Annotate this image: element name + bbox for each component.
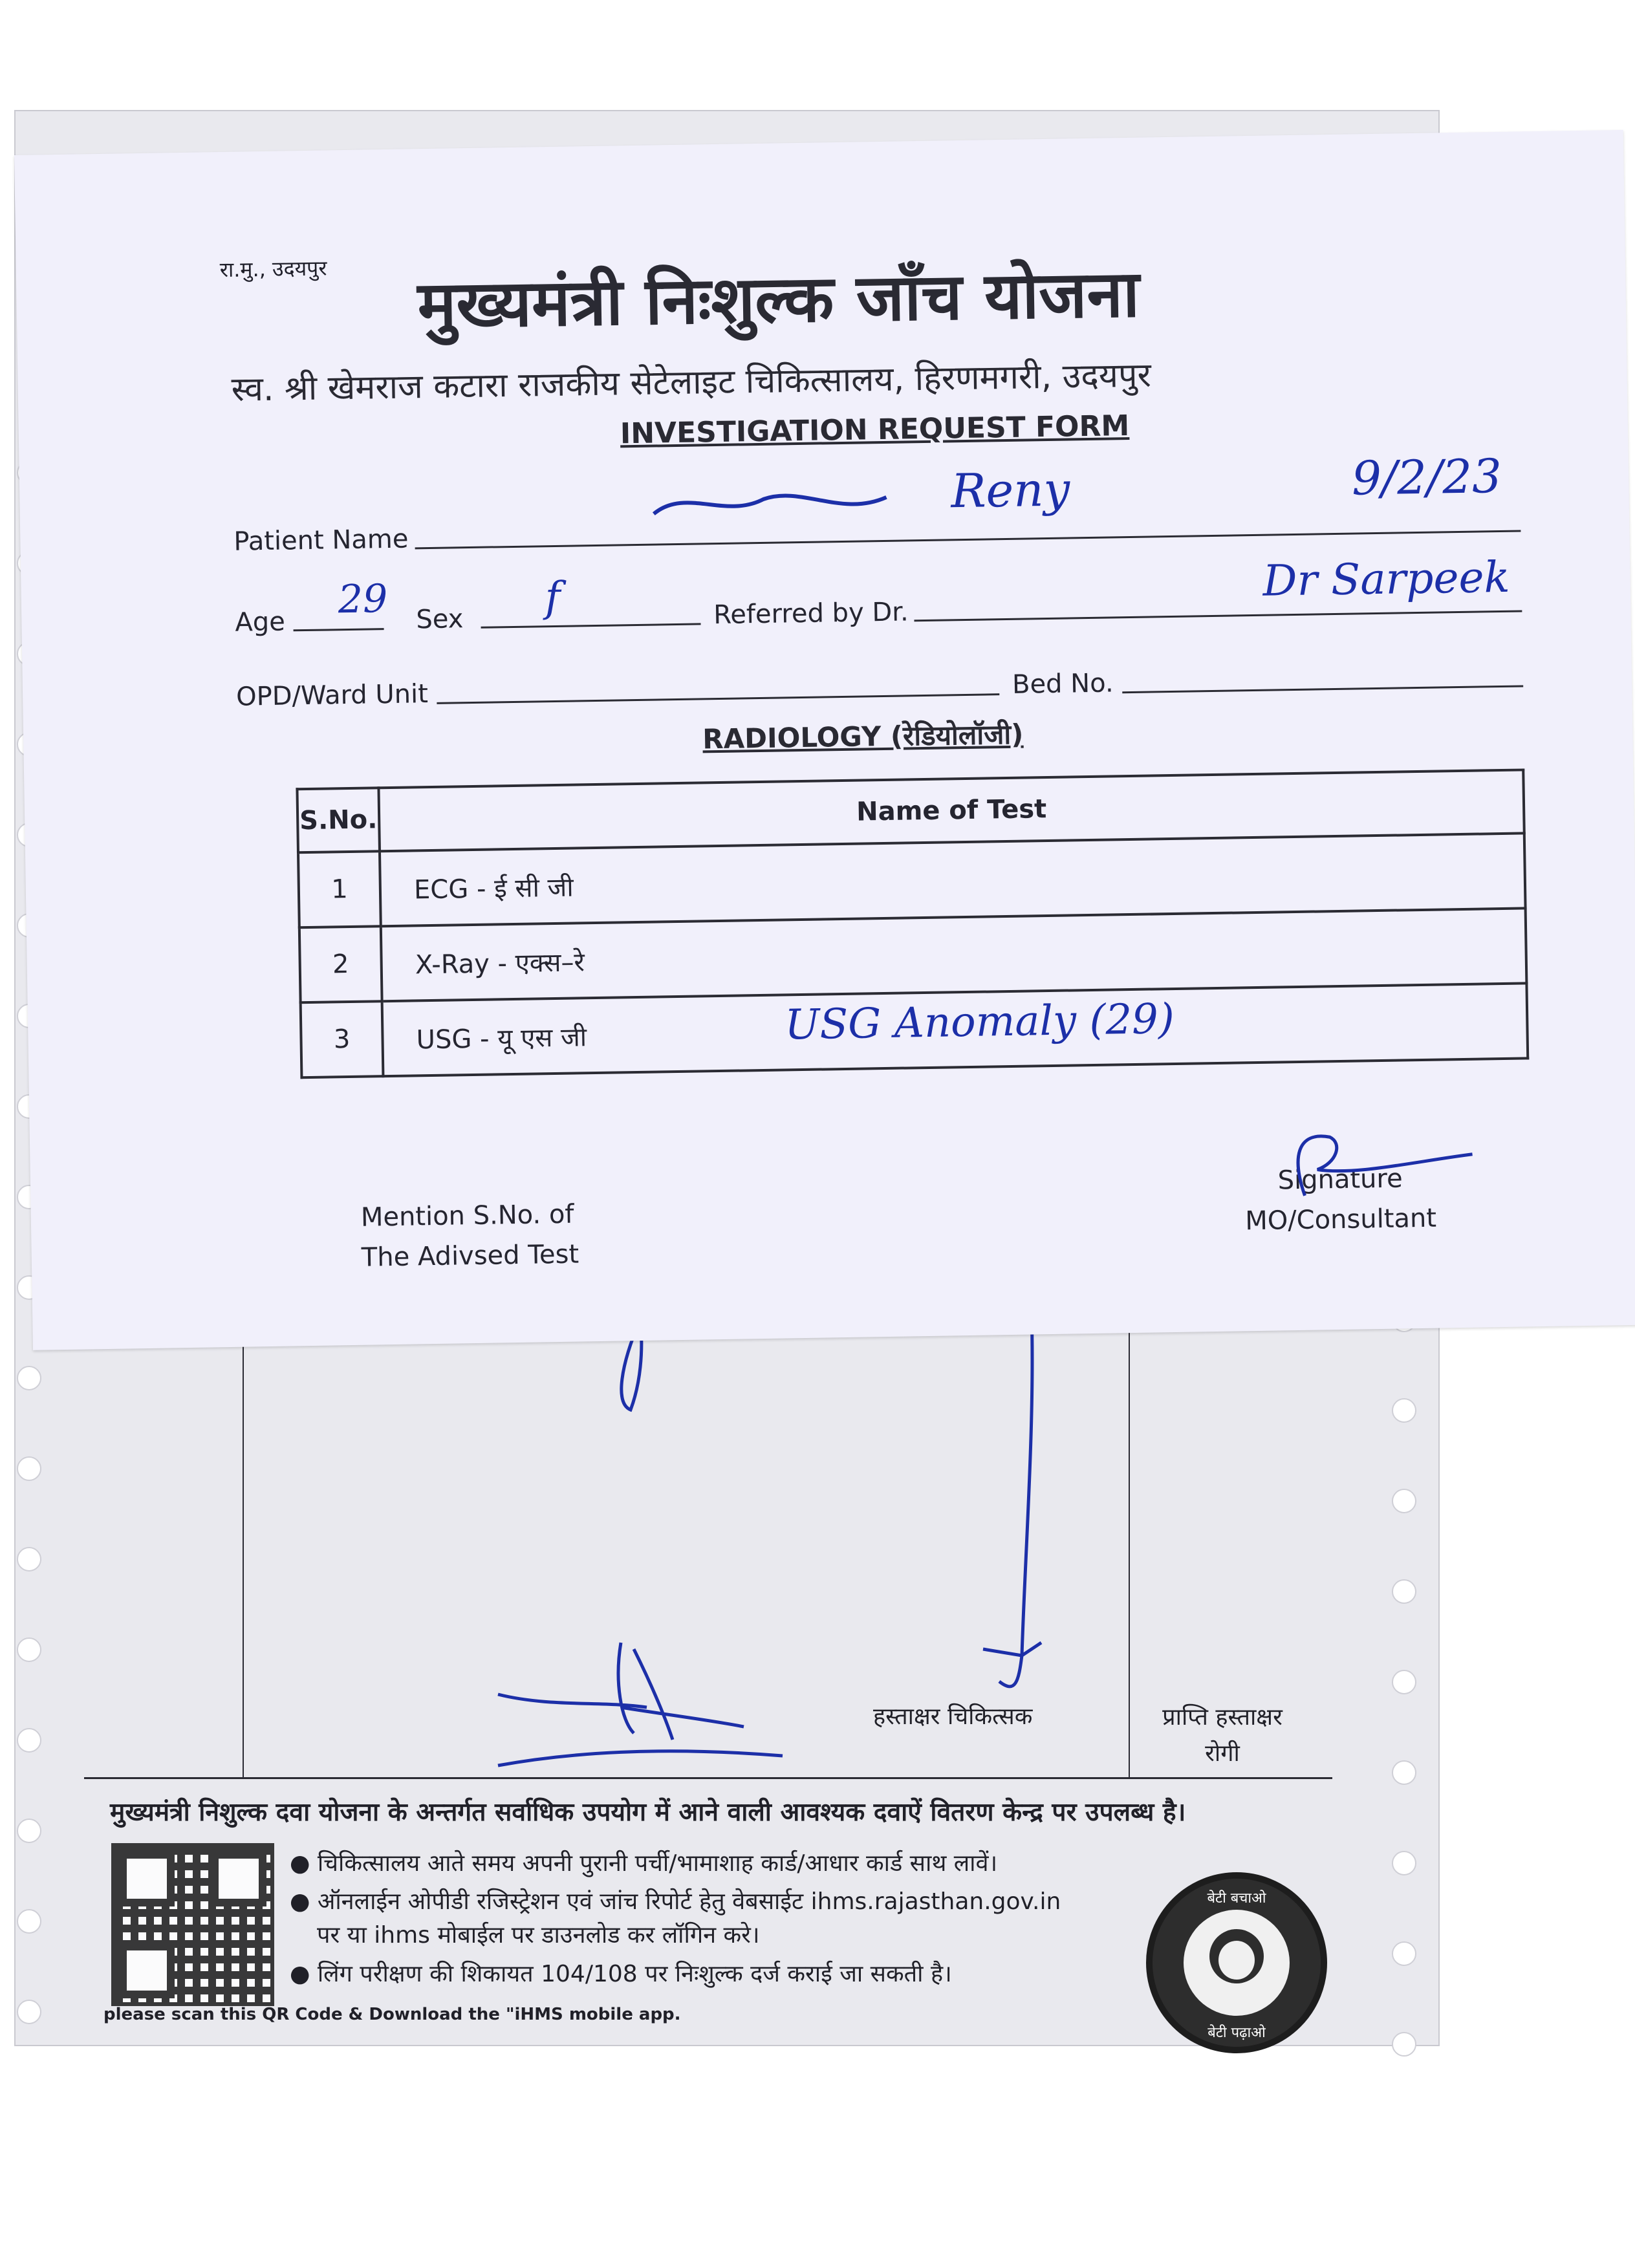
qr-caption: please scan this QR Code & Download the "iHMS mobile app. bbox=[103, 2005, 681, 2024]
mention-note bbox=[360, 1194, 579, 1278]
mention-note-line1: Mention S.No. of bbox=[360, 1199, 574, 1233]
badge-bottom-text: बेटी पढ़ाओ bbox=[1207, 2025, 1266, 2041]
handwritten-stroke bbox=[999, 1313, 1032, 1687]
tests-table bbox=[296, 768, 1529, 1079]
doctor-signature bbox=[498, 1643, 783, 1766]
sex-value: f bbox=[545, 573, 561, 622]
sno-cell: 1 bbox=[298, 851, 381, 927]
office-stamp: रा.मु., उदयपुर bbox=[219, 255, 327, 283]
section-title: RADIOLOGY (रेडियोलॉजी) bbox=[702, 718, 1024, 755]
patient-name-line bbox=[415, 530, 1521, 549]
test-name-cell: ECG - ई सी जी bbox=[380, 833, 1525, 926]
footer-bullet-text: चिकित्सालय आते समय अपनी पुरानी पर्ची/भामाशाह कार्ड/आधार कार्ड साथ लावें। bbox=[317, 1850, 998, 1877]
logo-inner-circle bbox=[1184, 1910, 1290, 2016]
footer-bullet-text: लिंग परीक्षण की शिकायत 104/108 पर निःशुल्क दर्ज कराई जा सकती है। bbox=[317, 1961, 952, 1987]
girl-face-icon bbox=[1218, 1941, 1255, 1980]
signature-label-line2: MO/Consultant bbox=[1244, 1203, 1437, 1237]
bed-no-label: Bed No. bbox=[1012, 668, 1114, 700]
test-name-cell: X-Ray - एक्स–रे bbox=[381, 908, 1526, 1001]
sex-label: Sex bbox=[415, 604, 464, 635]
patient-signature-label bbox=[1148, 1700, 1297, 1772]
patient-name-value: Reny bbox=[950, 462, 1070, 519]
mention-note-line2: The Adivsed Test bbox=[361, 1239, 579, 1273]
age-value: 29 bbox=[338, 576, 388, 623]
footer-bullet-2: ● ऑनलाईन ओपीडी रजिस्ट्रेशन एवं जांच रिपोर्ट हेतु वेबसाईट ihms.rajasthan.gov.in bbox=[290, 1888, 1061, 1915]
form-title: INVESTIGATION REQUEST FORM bbox=[620, 409, 1130, 451]
qr-finder-pattern bbox=[211, 1851, 266, 1906]
handwritten-stroke bbox=[983, 1643, 1041, 1656]
footer-bullet-1: ● चिकित्सालय आते समय अपनी पुरानी पर्ची/भामाशाह कार्ड/आधार कार्ड साथ लावें। bbox=[290, 1850, 998, 1877]
usg-handwritten-note: USG Anomaly (29) bbox=[784, 995, 1175, 1050]
footer-bullet-3: ● लिंग परीक्षण की शिकायत 104/108 पर निःशुल्क दर्ज कराई जा सकती है। bbox=[290, 1961, 952, 1987]
qr-finder-pattern bbox=[119, 1851, 175, 1906]
footer-bullet-text: ऑनलाईन ओपीडी रजिस्ट्रेशन एवं जांच रिपोर्ट हेतु वेबसाईट ihms.rajasthan.gov.in bbox=[317, 1888, 1061, 1915]
qr-finder-pattern bbox=[119, 1943, 175, 1998]
consultant-signature bbox=[1259, 1116, 1480, 1209]
age-line bbox=[294, 628, 384, 631]
investigation-request-form bbox=[14, 130, 1635, 1350]
scheme-title: मुख्यमंत्री निःशुल्क जाँच योजना bbox=[417, 255, 1140, 343]
bed-no-line bbox=[1122, 685, 1523, 693]
beti-bachao-logo bbox=[1146, 1872, 1327, 2053]
sno-header: S.No. bbox=[297, 788, 380, 852]
date-value: 9/2/23 bbox=[1351, 448, 1502, 506]
referred-by-label: Referred by Dr. bbox=[713, 597, 909, 631]
test-name-header: Name of Test bbox=[379, 770, 1524, 851]
patient-name-label: Patient Name bbox=[233, 524, 409, 557]
patient-signature-label-line2: रोगी bbox=[1205, 1740, 1240, 1767]
sex-line bbox=[481, 623, 701, 628]
opd-ward-unit-line bbox=[437, 693, 999, 704]
age-label: Age bbox=[235, 607, 286, 638]
struck-out-name-scribble bbox=[647, 478, 893, 527]
signature-label-line1: Signature bbox=[1277, 1163, 1403, 1196]
hospital-name: स्व. श्री खेमराज कटारा राजकीय सेटेलाइट चिकित्सालय, हिरणमगरी, उदयपुर bbox=[231, 356, 1152, 409]
referred-by-line bbox=[914, 610, 1522, 621]
sno-cell: 3 bbox=[301, 1001, 384, 1077]
patient-signature-label-line1: प्राप्ति हस्ताक्षर bbox=[1162, 1704, 1283, 1731]
qr-code bbox=[111, 1843, 274, 2006]
doctor-signature-label: हस्ताक्षर चिकित्सक bbox=[873, 1703, 1033, 1730]
referred-by-value: Dr Sarpeek bbox=[1262, 552, 1511, 606]
sno-cell: 2 bbox=[299, 926, 382, 1002]
struck-out-name bbox=[647, 478, 893, 527]
opd-ward-unit-label: OPD/Ward Unit bbox=[235, 679, 429, 712]
badge-top-text: बेटी बचाओ bbox=[1207, 1890, 1266, 1906]
test-name-text: USG - यू एस जी bbox=[416, 1022, 587, 1055]
footer-heading: मुख्यमंत्री निशुल्क दवा योजना के अन्तर्गत सर्वाधिक उपयोग में आने वाली आवश्यक दवाऐं वितरण केन्द्र पर उपलब्ध है। bbox=[110, 1798, 1186, 1827]
footer-bullet-2-continued: पर या ihms मोबाईल पर डाउनलोड कर लॉगिन करे। bbox=[317, 1922, 760, 1949]
